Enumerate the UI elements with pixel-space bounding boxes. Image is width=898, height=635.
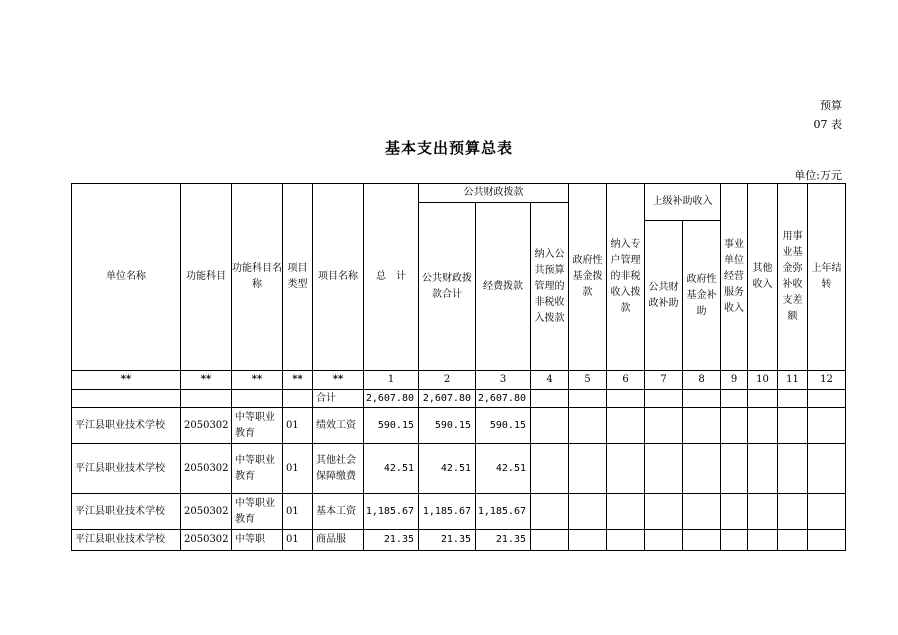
header-project-type: 项目类型 bbox=[283, 184, 313, 371]
header-business-income: 事业单位经营服务收入 bbox=[721, 184, 748, 371]
table-row bbox=[72, 530, 846, 551]
row-expense: 1,185.67 bbox=[476, 494, 531, 530]
header-superior-public-fiscal: 公共财政补助 bbox=[645, 221, 683, 371]
index-cell: 3 bbox=[476, 371, 531, 390]
header-fund-balance: 用事业基金弥补收支差额 bbox=[778, 184, 808, 371]
index-cell: 1 bbox=[364, 371, 419, 390]
row-project: 商品服 bbox=[313, 530, 364, 551]
page-title: 基本支出预算总表 bbox=[384, 139, 513, 157]
row-code-name: 中等职业教育 bbox=[232, 444, 283, 494]
sum-expense: 2,607.80 bbox=[476, 390, 531, 408]
row-type: 01 bbox=[283, 408, 313, 444]
index-cell: 6 bbox=[607, 371, 645, 390]
table-row bbox=[72, 444, 846, 494]
row-project: 基本工资 bbox=[313, 494, 364, 530]
row-unit: 平江县职业技术学校 bbox=[72, 444, 181, 494]
header-func-subject-name: 功能科目名称 bbox=[232, 184, 283, 371]
index-cell: 10 bbox=[748, 371, 778, 390]
table-row bbox=[72, 494, 846, 530]
sum-total: 2,607.80 bbox=[364, 390, 419, 408]
row-code: 2050302 bbox=[181, 530, 232, 551]
index-cell: ** bbox=[313, 371, 364, 390]
row-code: 2050302 bbox=[181, 408, 232, 444]
row-total: 590.15 bbox=[364, 408, 419, 444]
index-cell: 4 bbox=[531, 371, 569, 390]
header-expense-alloc: 经费拨款 bbox=[476, 203, 531, 371]
index-cell: ** bbox=[181, 371, 232, 390]
index-cell: 5 bbox=[569, 371, 607, 390]
row-total: 42.51 bbox=[364, 444, 419, 494]
header-public-fiscal-total: 公共财政拨款合计 bbox=[419, 203, 476, 371]
header-other-income: 其他收入 bbox=[748, 184, 778, 371]
row-expense: 21.35 bbox=[476, 530, 531, 551]
header-public-fiscal: 公共财政拨款 bbox=[419, 184, 569, 203]
budget-table bbox=[71, 183, 846, 551]
header-project-name: 项目名称 bbox=[313, 184, 364, 371]
row-type: 01 bbox=[283, 530, 313, 551]
index-cell: ** bbox=[283, 371, 313, 390]
row-code: 2050302 bbox=[181, 494, 232, 530]
index-cell: 8 bbox=[683, 371, 721, 390]
index-cell: 2 bbox=[419, 371, 476, 390]
row-fiscal-total: 42.51 bbox=[419, 444, 476, 494]
header-superior-subsidy: 上级补助收入 bbox=[645, 184, 721, 221]
sum-row bbox=[72, 390, 846, 408]
row-unit: 平江县职业技术学校 bbox=[72, 530, 181, 551]
row-expense: 590.15 bbox=[476, 408, 531, 444]
header-superior-gov-fund: 政府性基金补助 bbox=[683, 221, 721, 371]
row-project: 其他社会保障缴费 bbox=[313, 444, 364, 494]
table-code bbox=[814, 96, 843, 134]
row-expense: 42.51 bbox=[476, 444, 531, 494]
header-carry-over: 上年结转 bbox=[808, 184, 846, 371]
row-fiscal-total: 21.35 bbox=[419, 530, 476, 551]
header-total: 总 计 bbox=[364, 184, 419, 371]
row-code-name: 中等职 bbox=[232, 530, 283, 551]
row-total: 1,185.67 bbox=[364, 494, 419, 530]
header-unit-name: 单位名称 bbox=[72, 184, 181, 371]
index-cell: ** bbox=[232, 371, 283, 390]
header-func-subject: 功能科目 bbox=[181, 184, 232, 371]
table-code-line1: 预算 bbox=[820, 99, 842, 112]
sum-label: 合计 bbox=[313, 390, 364, 408]
index-cell: 7 bbox=[645, 371, 683, 390]
table-code-line2: 07 表 bbox=[813, 118, 842, 131]
header-special-nontax: 纳入专户管理的非税收入拨款 bbox=[607, 184, 645, 371]
row-fiscal-total: 590.15 bbox=[419, 408, 476, 444]
index-cell: 12 bbox=[808, 371, 846, 390]
index-cell: ** bbox=[72, 371, 181, 390]
row-type: 01 bbox=[283, 444, 313, 494]
row-project: 绩效工资 bbox=[313, 408, 364, 444]
row-unit: 平江县职业技术学校 bbox=[72, 494, 181, 530]
row-unit: 平江县职业技术学校 bbox=[72, 408, 181, 444]
row-code-name: 中等职业教育 bbox=[232, 494, 283, 530]
index-cell: 11 bbox=[778, 371, 808, 390]
sum-fiscal-total: 2,607.80 bbox=[419, 390, 476, 408]
row-total: 21.35 bbox=[364, 530, 419, 551]
table-row bbox=[72, 408, 846, 444]
header-public-budget-nontax: 纳入公共预算管理的非税收入拨款 bbox=[531, 203, 569, 371]
header-gov-fund: 政府性基金拨款 bbox=[569, 184, 607, 371]
row-type: 01 bbox=[283, 494, 313, 530]
row-code: 2050302 bbox=[181, 444, 232, 494]
row-code-name: 中等职业教育 bbox=[232, 408, 283, 444]
row-fiscal-total: 1,185.67 bbox=[419, 494, 476, 530]
index-cell: 9 bbox=[721, 371, 748, 390]
unit-label: 单位:万元 bbox=[794, 169, 842, 182]
index-row bbox=[72, 371, 846, 390]
